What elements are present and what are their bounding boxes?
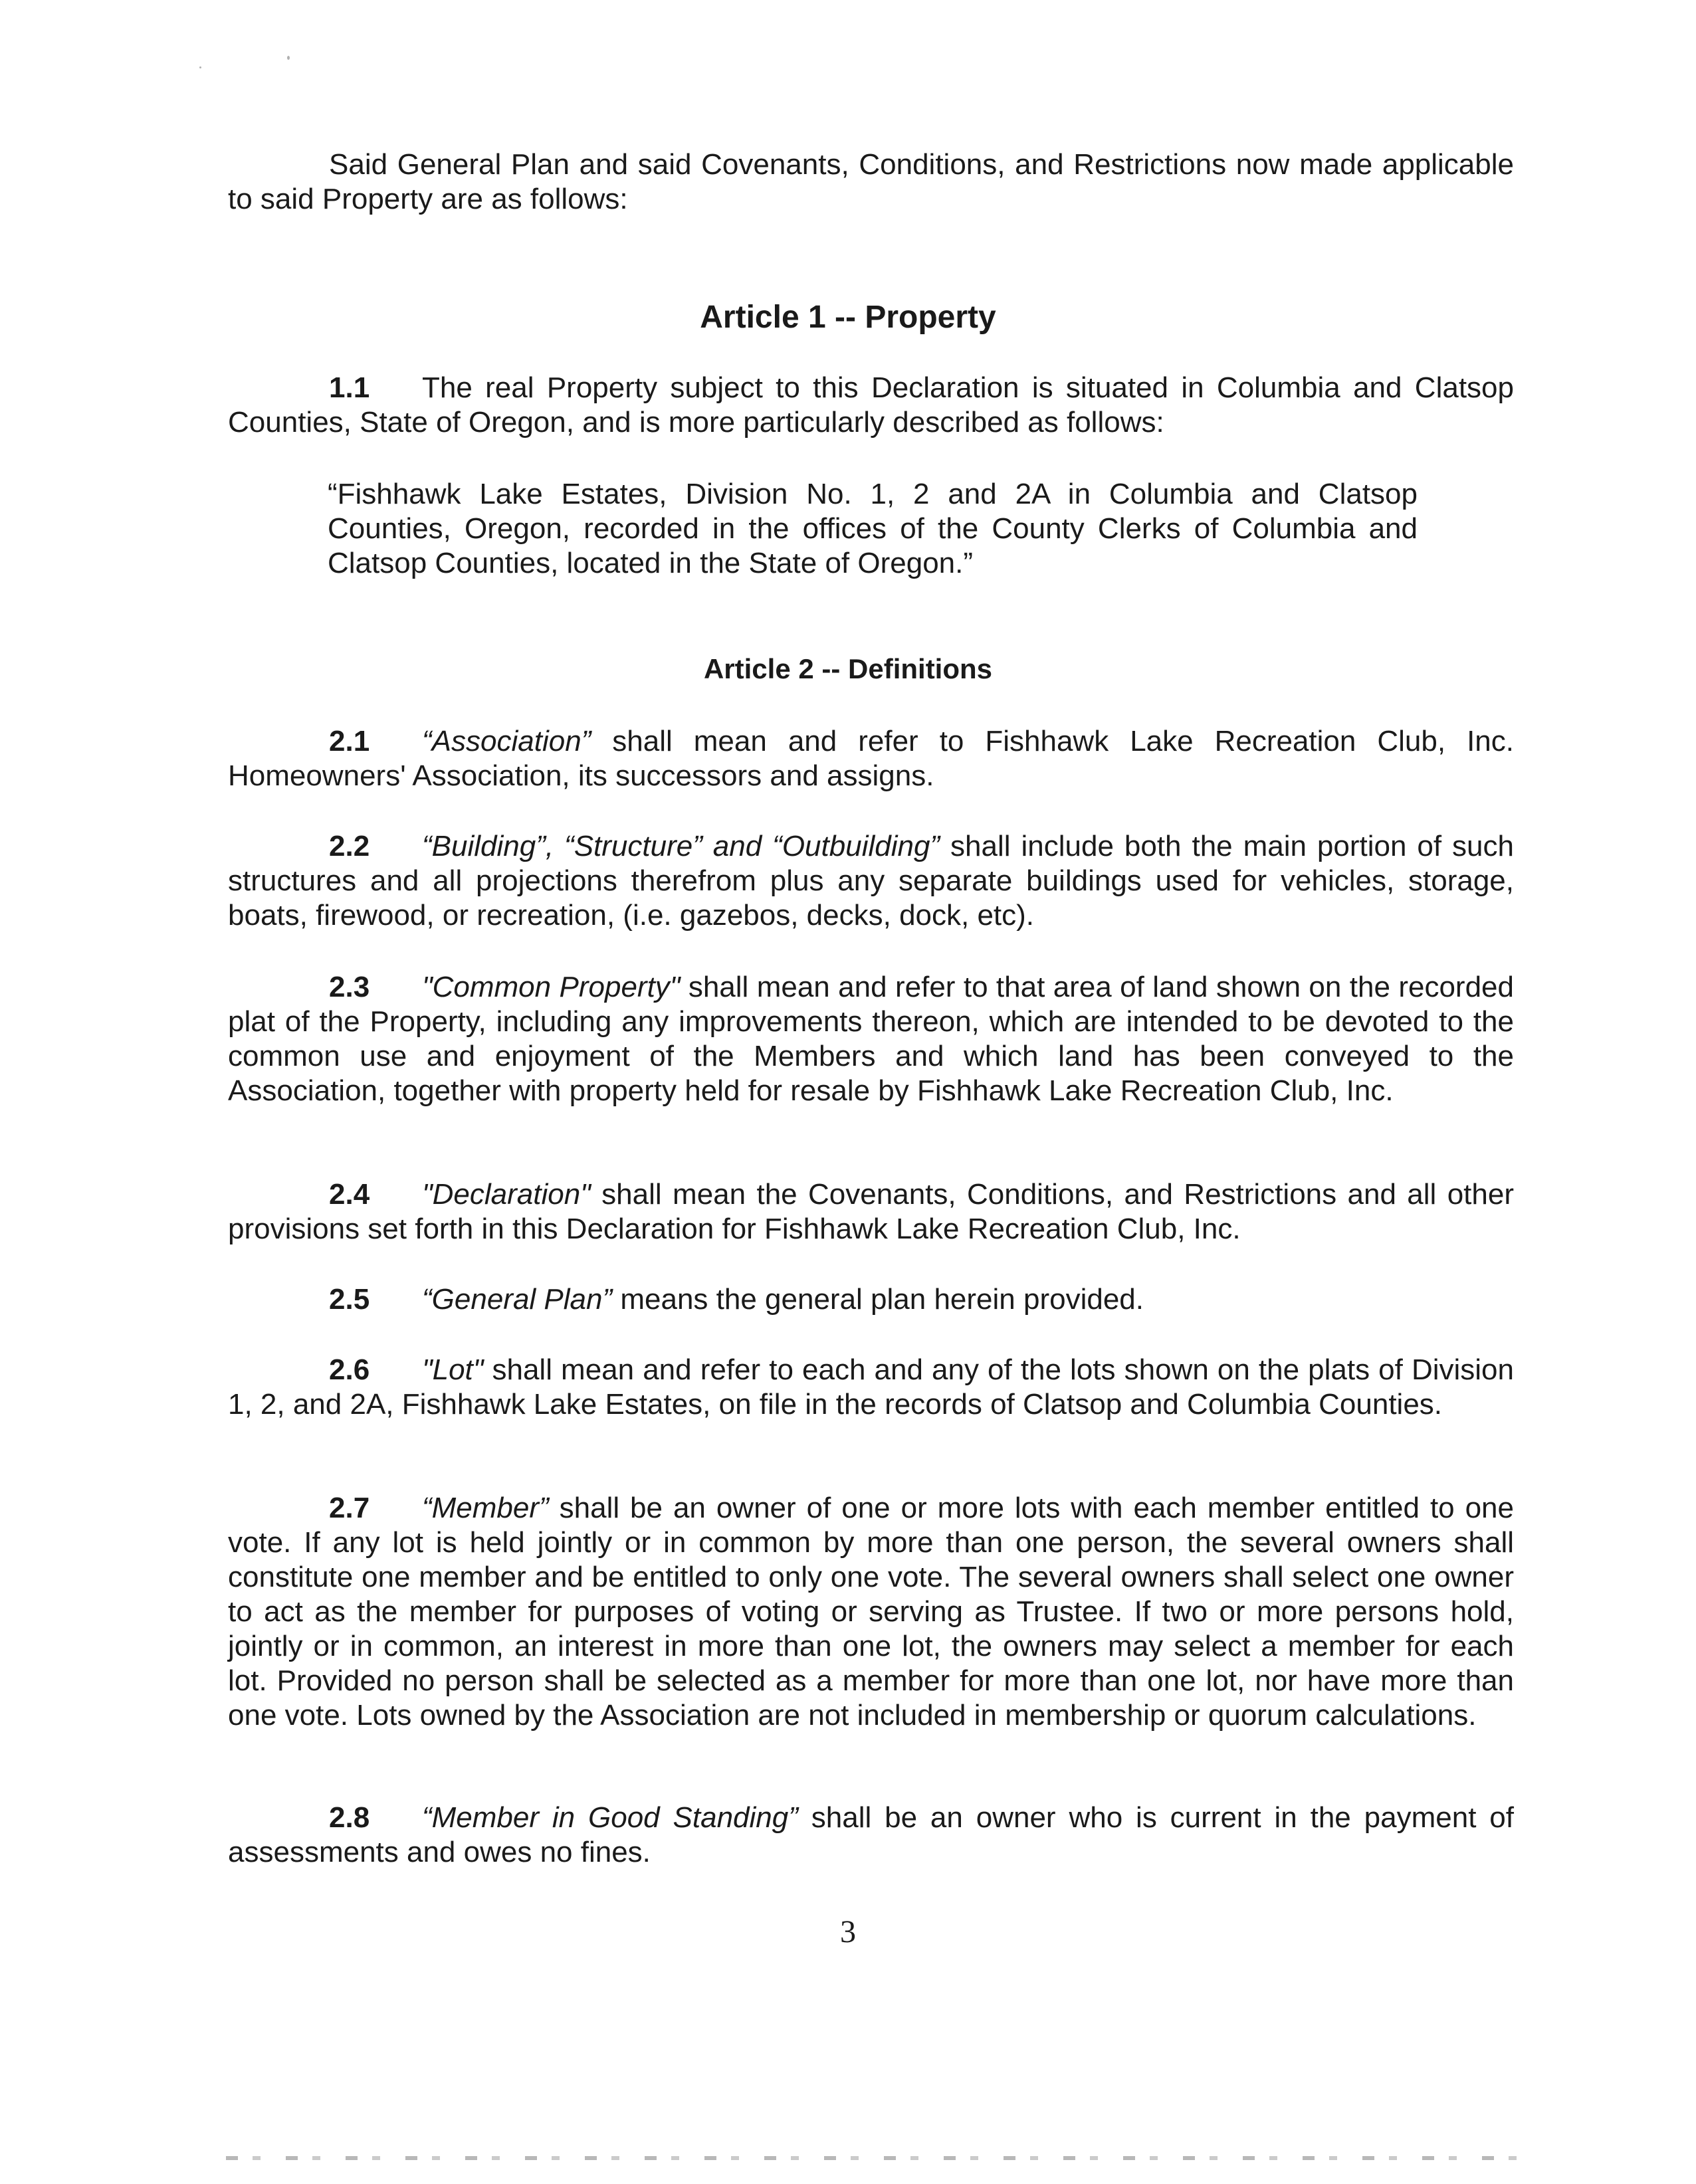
section-number: 2.4: [329, 1178, 370, 1211]
quote-text: “Fishhawk Lake Estates, Division No. 1, 2 and 2A in Columbia and Clatsop Counties, Oregon, recorded in the offices of the County Clerks of Columbia and Clatsop Counties, located in the State of Oregon.”: [328, 478, 1418, 579]
section-2-7: [228, 1491, 1514, 1733]
section-number: 2.7: [329, 1492, 370, 1524]
scan-speck: [287, 56, 290, 60]
defined-term: “Member in Good Standing”: [422, 1801, 798, 1834]
page-number: 3: [840, 1914, 856, 1949]
section-number: 2.2: [329, 830, 370, 862]
section-text: The real Property subject to this Declaration is situated in Columbia and Clatsop Counties, State of Oregon, and is more particularly described as follows:: [228, 371, 1514, 439]
section-text: shall be an owner of one or more lots with each member entitled to one vote. If any lot is held jointly or in common by more than one person, the several owners shall constitute one member and be entitled to only one vote. The several owners shall select one owner to act as the member for purposes of voting or serving as Trustee. If two or more persons hold, jointly or in common, an interest in more than one lot, the owners may select a member for each lot. Provided no person shall be selected as a member for more than one lot, nor have more than one vote. Lots owned by the Association are not included in membership or quorum calculations.: [228, 1492, 1514, 1732]
defined-term: "Lot": [422, 1353, 484, 1386]
section-2-5: [228, 1282, 1514, 1317]
section-text: means the general plan herein provided.: [612, 1283, 1144, 1316]
section-number: 2.1: [329, 725, 370, 757]
scan-speck: [199, 66, 201, 68]
defined-term: "Common Property": [422, 971, 681, 1003]
section-1-1: [228, 371, 1514, 440]
section-2-3: [228, 970, 1514, 1108]
defined-term: "Declaration": [422, 1178, 591, 1211]
section-number: 2.5: [329, 1283, 370, 1316]
section-2-1: [228, 724, 1514, 793]
defined-term: “Building”, “Structure” and “Outbuilding”: [422, 830, 940, 862]
section-text: shall mean the Covenants, Conditions, and Restrictions and all other provisions set forth in this Declaration for Fishhawk Lake Recreation Club, Inc.: [228, 1178, 1514, 1245]
section-text: shall include both the main portion of such structures and all projections therefrom plus any separate buildings used for vehicles, storage, boats, firewood, or recreation, (i.e. gazebos, decks, dock, etc).: [228, 830, 1514, 932]
section-number: 2.3: [329, 971, 370, 1003]
intro-text: Said General Plan and said Covenants, Conditions, and Restrictions now made applicable to said Property are as follows:: [228, 148, 1514, 215]
section-2-8: [228, 1801, 1514, 1870]
section-number: 1.1: [329, 371, 370, 404]
section-text: shall mean and refer to that area of land shown on the recorded plat of the Property, including any improvements thereon, which are intended to be devoted to the common use and enjoyment of the Members and which land has been conveyed to the Association, together with property held for resale by Fishhawk Lake Recreation Club, Inc.: [228, 971, 1514, 1107]
section-number: 2.8: [329, 1801, 370, 1834]
property-description-quote: [328, 477, 1418, 581]
scan-bottom-edge: [226, 2156, 1529, 2160]
section-2-2: [228, 829, 1514, 933]
section-2-6: [228, 1353, 1514, 1422]
article-2-heading: Article 2 -- Definitions: [703, 653, 993, 684]
section-number: 2.6: [329, 1353, 370, 1386]
section-text: shall be an owner who is current in the payment of assessments and owes no fines.: [228, 1801, 1514, 1868]
section-2-4: [228, 1177, 1514, 1246]
intro-paragraph: [228, 148, 1514, 217]
defined-term: “Association”: [422, 725, 591, 757]
defined-term: “Member”: [422, 1492, 549, 1524]
section-text: shall mean and refer to Fishhawk Lake Recreation Club, Inc. Homeowners' Association, its successors and assigns.: [228, 725, 1514, 792]
section-text: shall mean and refer to each and any of the lots shown on the plats of Division 1, 2, and 2A, Fishhawk Lake Estates, on file in the records of Clatsop and Columbia Counties.: [228, 1353, 1514, 1421]
defined-term: “General Plan”: [422, 1283, 613, 1316]
article-1-heading: Article 1 -- Property: [700, 300, 996, 335]
